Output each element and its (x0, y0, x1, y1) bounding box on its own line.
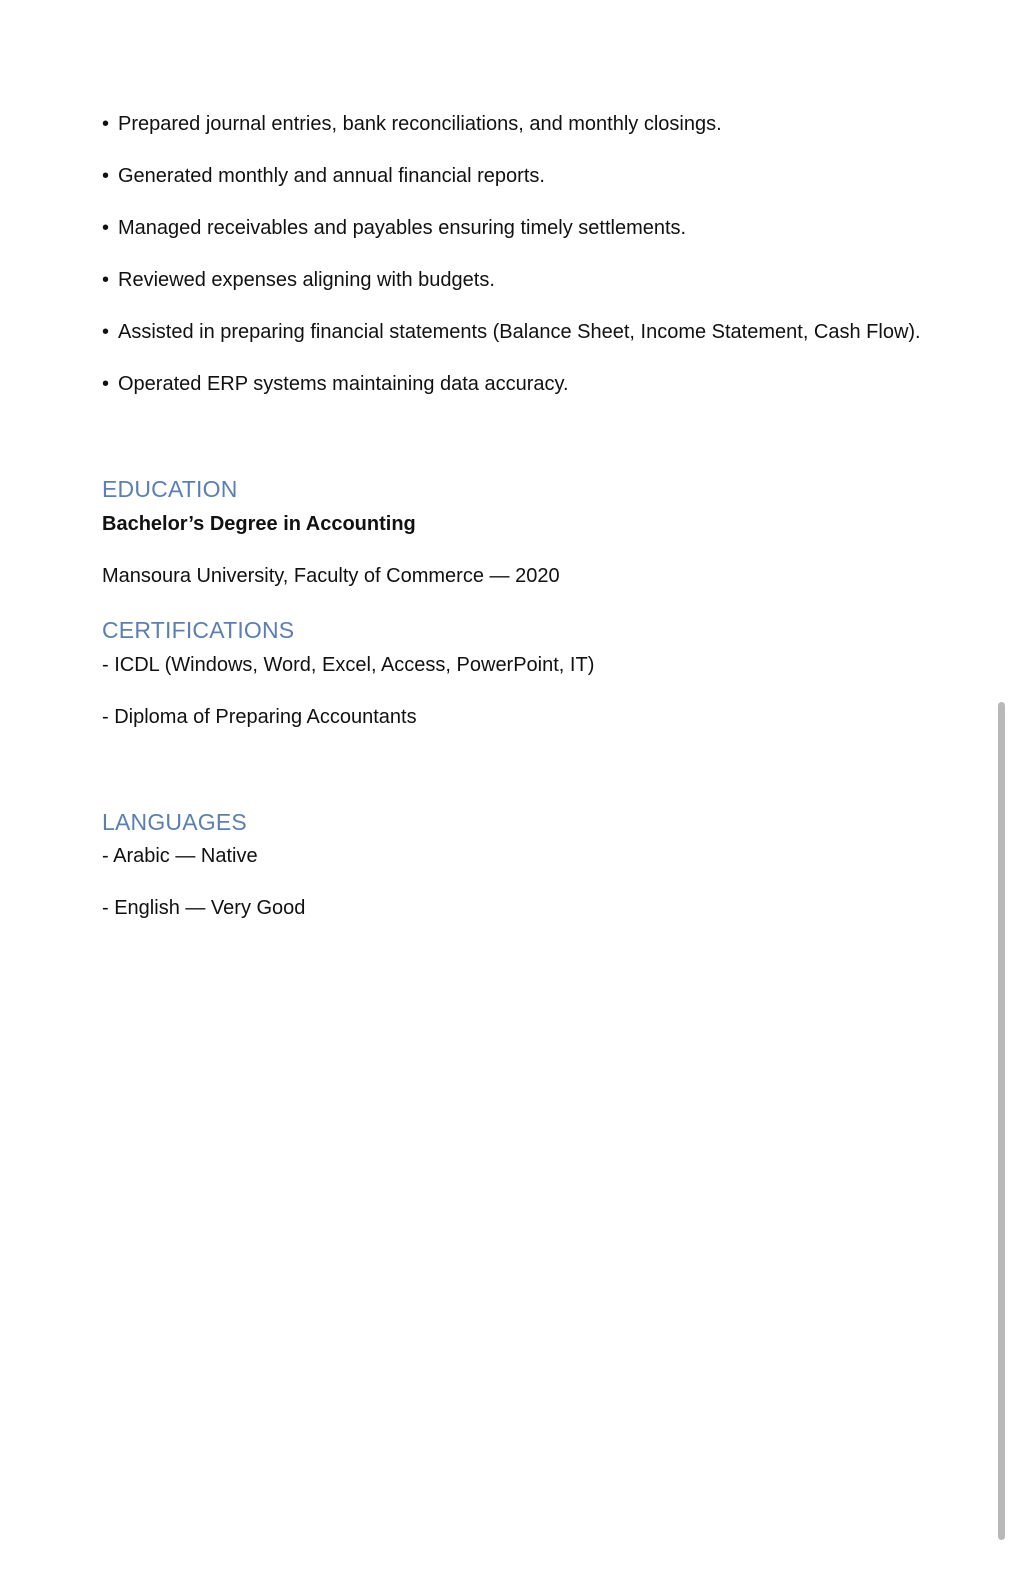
bullet-text: Reviewed expenses aligning with budgets. (118, 269, 495, 291)
list-item (102, 267, 921, 319)
bullet-glyph: • (102, 217, 110, 239)
education-degree: Bachelor’s Degree in Accounting (102, 513, 416, 535)
list-item (102, 215, 921, 267)
bullet-text: Assisted in preparing financial statements (Balance Sheet, Income Statement, Cash Flow). (118, 321, 921, 343)
certification-item-diploma: - Diploma of Preparing Accountants (102, 706, 417, 728)
bullet-text: Generated monthly and annual financial reports. (118, 165, 545, 187)
list-item (102, 111, 921, 163)
bullet-text: Operated ERP systems maintaining data accuracy. (118, 373, 569, 395)
language-item-english: - English — Very Good (102, 897, 306, 919)
experience-bullet-list (102, 111, 921, 423)
certification-item-icdl: - ICDL (Windows, Word, Excel, Access, PowerPoint, IT) (102, 654, 595, 676)
vertical-scrollbar[interactable] (998, 702, 1005, 1540)
language-item-arabic: - Arabic — Native (102, 845, 258, 867)
list-item (102, 163, 921, 215)
bullet-glyph: • (102, 269, 110, 291)
education-institution: Mansoura University, Faculty of Commerce — 2020 (102, 565, 560, 587)
list-item (102, 319, 921, 371)
bullet-glyph: • (102, 113, 110, 135)
education-heading: EDUCATION (102, 476, 238, 502)
bullet-glyph: • (102, 373, 110, 395)
list-item (102, 371, 921, 423)
bullet-text: Prepared journal entries, bank reconciliations, and monthly closings. (118, 113, 722, 135)
bullet-text: Managed receivables and payables ensuring timely settlements. (118, 217, 687, 239)
bullet-glyph: • (102, 165, 110, 187)
languages-heading: LANGUAGES (102, 809, 247, 835)
bullet-glyph: • (102, 321, 110, 343)
certifications-heading: CERTIFICATIONS (102, 617, 295, 643)
